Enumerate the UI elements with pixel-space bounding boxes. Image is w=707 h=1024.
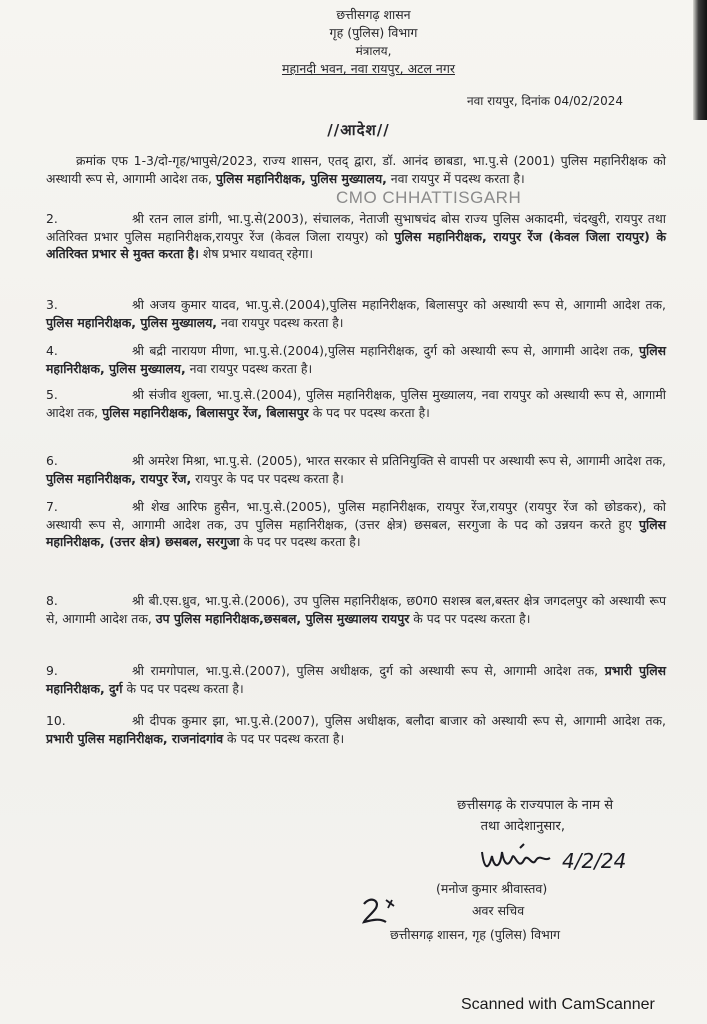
order-title: //आदेश// xyxy=(327,121,390,139)
signatory-designation: अवर सचिव xyxy=(472,903,525,918)
signature-authority-line-2: तथा आदेशानुसार, xyxy=(480,819,565,834)
header-government: छत्तीसगढ़ शासन xyxy=(336,7,411,22)
signature-date: 4/2/24 xyxy=(562,849,627,873)
paragraph-5: 5. श्री संजीव शुक्ला, भा.पु.से.(2004), पुलिस महानिरीक्षक, पुलिस मुख्यालय, नवा रायपुर को अस्थायी रूप से, आगामी आदेश तक, पुलिस महानिरीक्षक, बिलासपुर रेंज, बिलासपुर के पद पर पदस्थ करता है। xyxy=(46,387,666,420)
paragraph-7: 7. श्री शेख आरिफ हुसैन, भा.पु.से.(2005), पुलिस महानिरीक्षक, रायपुर रेंज,रायपुर (रायपुर रेंज को छोडकर), को अस्थायी रूप से, आगामी आदेश तक, उप पुलिस महानिरीक्षक, (उत्तर क्षेत्र) छसबल, सरगुजा के पद को उन्नयन करते हुए पुलिस महानिरीक्षक, (उत्तर क्षेत्र) छसबल, सरगुजा के पद पर पदस्थ करता है। xyxy=(46,499,666,549)
scanner-watermark: Scanned with CamScanner xyxy=(461,996,655,1013)
paragraph-3: 3. श्री अजय कुमार यादव, भा.पु.से.(2004),पुलिस महानिरीक्षक, बिलासपुर को अस्थायी रूप से, आगामी आदेश तक, पुलिस महानिरीक्षक, पुलिस मुख्यालय, नवा रायपुर पदस्थ करता है। xyxy=(46,297,666,330)
header-department: गृह (पुलिस) विभाग xyxy=(329,25,418,40)
handwritten-initial xyxy=(356,892,402,932)
paragraph-2: 2. श्री रतन लाल डांगी, भा.पु.से(2003), संचालक, नेताजी सुभाषचंद बोस राज्य पुलिस अकादमी, चंदखुरी, रायपुर तथा अतिरिक्त प्रभार पुलिस महानिरीक्षक,रायपुर रेंज (केवल जिला रायपुर) को पुलिस महानिरीक्षक, रायपुर रेंज (केवल जिला रायपुर) के अतिरिक्त प्रभार से मुक्त करता है। शेष प्रभार यथावत् रहेगा। xyxy=(46,211,667,261)
signatory-department: छत्तीसगढ़ शासन, गृह (पुलिस) विभाग xyxy=(390,927,561,942)
paragraph-4: 4. श्री बद्री नारायण मीणा, भा.पु.से.(2004),पुलिस महानिरीक्षक, दुर्ग को अस्थायी रूप से, आगामी आदेश तक, पुलिस महानिरीक्षक, पुलिस मुख्यालय, नवा रायपुर पदस्थ करता है। xyxy=(46,343,666,376)
order-date: नवा रायपुर, दिनांक 04/02/2024 xyxy=(466,94,623,108)
paragraph-10: 10. श्री दीपक कुमार झा, भा.पु.से.(2007), पुलिस अधीक्षक, बलौदा बाजार को अस्थायी रूप से, आगामी आदेश तक, प्रभारी पुलिस महानिरीक्षक, राजनांदगांव के पद पर पदस्थ करता है। xyxy=(46,713,666,746)
header-ministry: मंत्रालय, xyxy=(355,44,392,58)
paragraph-8: 8. श्री बी.एस.ध्रुव, भा.पु.से.(2006), उप पुलिस महानिरीक्षक, छ0ग0 सशस्त्र बल,बस्तर क्षेत्र जगदलपुर को अस्थायी रूप से, आगामी आदेश तक, उप पुलिस महानिरीक्षक,छसबल, पुलिस मुख्यालय रायपुर के पद पर पदस्थ करता है। xyxy=(46,593,666,626)
signatory-name: (मनोज कुमार श्रीवास्तव) xyxy=(436,881,548,896)
paragraph-1: क्रमांक एफ 1-3/दो-गृह/भापुसे/2023, राज्य शासन, एतद् द्वारा, डॉ. आनंद छाबडा, भा.पु.से (2001) पुलिस महानिरीक्षक को अस्थायी रूप से, आगामी आदेश तक, पुलिस महानिरीक्षक, पुलिस मुख्यालय, नवा रायपुर में पदस्थ करता है। xyxy=(46,153,666,186)
handwritten-signature xyxy=(478,838,638,884)
paragraph-9: 9. श्री रामगोपाल, भा.पु.से.(2007), पुलिस अधीक्षक, दुर्ग को अस्थायी रूप से, आगामी आदेश तक, प्रभारी पुलिस महानिरीक्षक, दुर्ग के पद पर पदस्थ करता है। xyxy=(46,663,666,696)
header-address: महानदी भवन, नवा रायपुर, अटल नगर xyxy=(281,61,455,76)
paragraph-6: 6. श्री अमरेश मिश्रा, भा.पु.से. (2005), भारत सरकार से प्रतिनियुक्ति से वापसी पर अस्थायी रूप से, आगामी आदेश तक, पुलिस महानिरीक्षक, रायपुर रेंज, रायपुर के पद पर पदस्थ करता है। xyxy=(46,453,666,486)
watermark: CMO CHHATTISGARH xyxy=(336,188,522,207)
signature-authority-line-1: छत्तीसगढ़ के राज्यपाल के नाम से xyxy=(457,798,613,813)
